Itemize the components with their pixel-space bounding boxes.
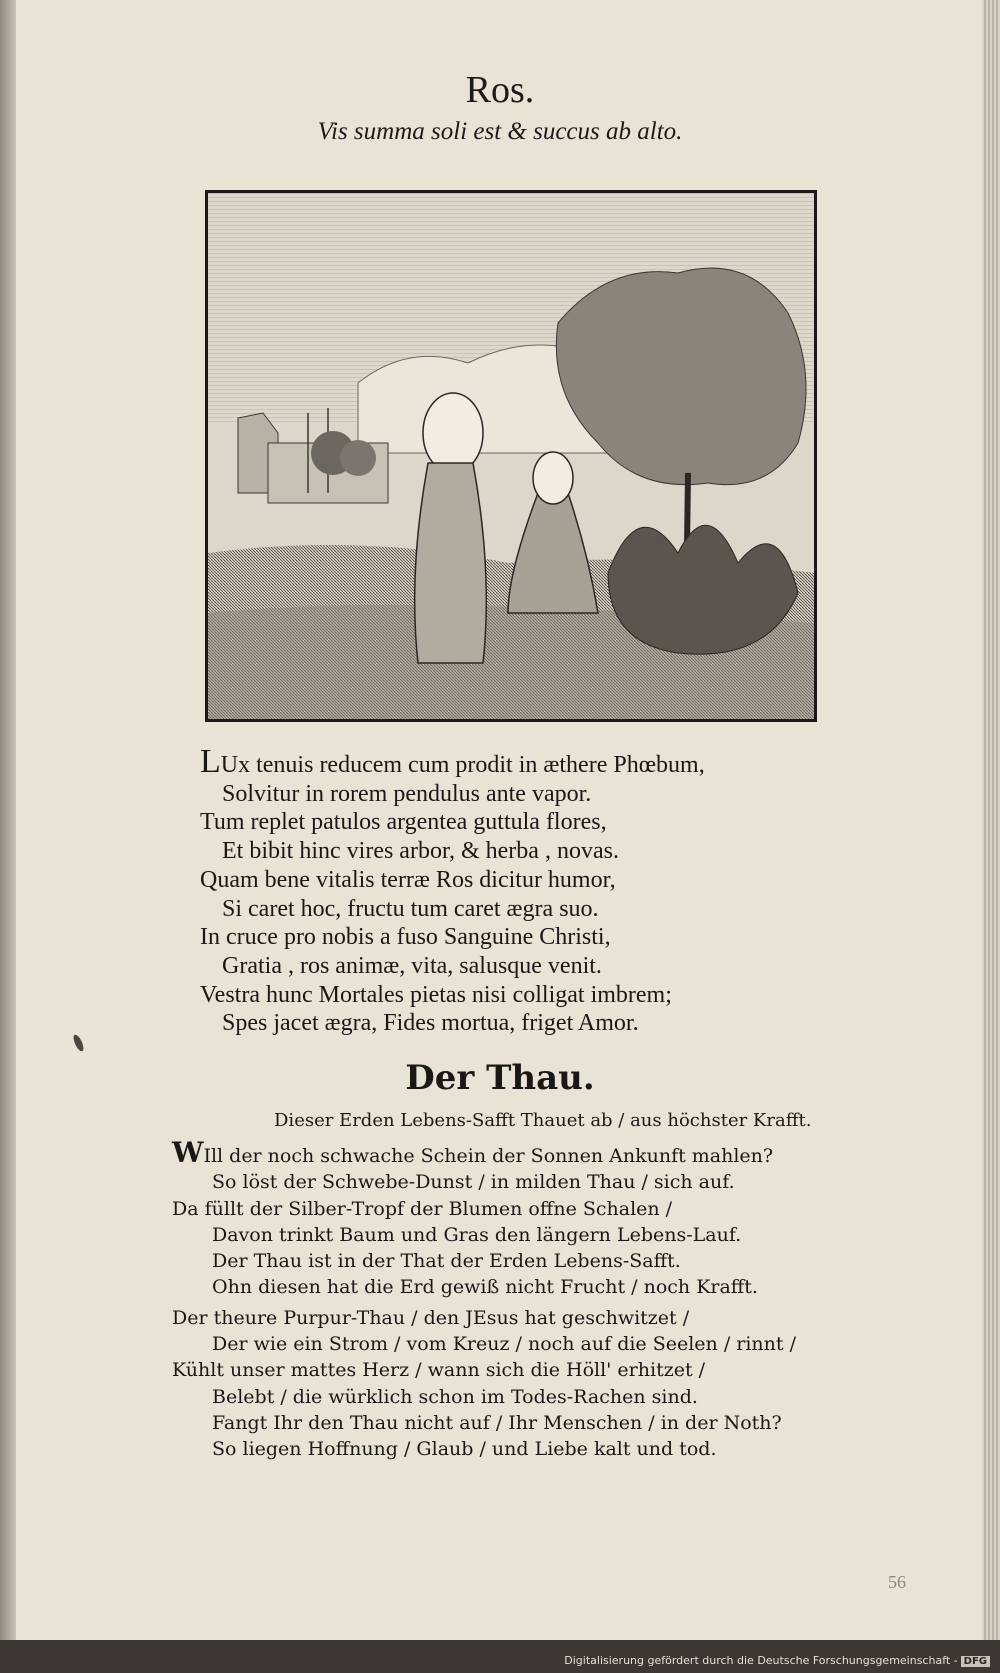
german-line: Davon trinkt Baum und Gras den längern Lebens-Lauf. bbox=[212, 1223, 742, 1246]
german-line: Belebt / die würklich schon im Todes-Rachen sind. bbox=[212, 1385, 698, 1408]
german-line: Da füllt der Silber-Tropf der Blumen offne Schalen / bbox=[172, 1197, 673, 1220]
german-title: Der Thau. bbox=[405, 1058, 595, 1098]
engraving-illustration bbox=[205, 190, 817, 722]
latin-line: LUx tenuis reducem cum prodit in æthere Phœbum, bbox=[200, 743, 705, 780]
latin-line: In cruce pro nobis a fuso Sanguine Christi, bbox=[200, 924, 611, 951]
dfg-logo: DFG bbox=[961, 1656, 990, 1667]
latin-line: Gratia , ros animæ, vita, salusque venit. bbox=[222, 952, 602, 979]
german-subtitle: Dieser Erden Lebens-Safft Thauet ab / aus höchster Krafft. bbox=[274, 1110, 812, 1131]
latin-line: Spes jacet ægra, Fides mortua, friget Amor. bbox=[222, 1010, 639, 1037]
german-line: So löst der Schwebe-Dunst / in milden Thau / sich auf. bbox=[212, 1171, 735, 1194]
latin-line: Tum replet patulos argentea guttula flores, bbox=[200, 809, 607, 836]
page-title: Ros. bbox=[465, 69, 535, 111]
german-line: Der theure Purpur-Thau / den JEsus hat geschwitzet / bbox=[172, 1306, 690, 1329]
latin-line: Solvitur in rorem pendulus ante vapor. bbox=[222, 780, 592, 807]
funding-footer bbox=[564, 1654, 990, 1667]
drop-cap: W bbox=[172, 1136, 204, 1169]
german-line: WIll der noch schwache Schein der Sonnen Ankunft mahlen? bbox=[172, 1136, 774, 1169]
motto: Vis summa soli est & succus ab alto. bbox=[317, 118, 683, 145]
german-line: Der Thau ist in der That der Erden Lebens-Safft. bbox=[212, 1250, 681, 1273]
page-edges bbox=[982, 0, 1000, 1640]
latin-poem bbox=[180, 743, 820, 1038]
german-line: Der wie ein Strom / vom Kreuz / noch auf die Seelen / rinnt / bbox=[212, 1333, 796, 1356]
german-line: Kühlt unser mattes Herz / wann sich die Höll' erhitzet / bbox=[172, 1359, 706, 1382]
german-poem bbox=[172, 1136, 832, 1463]
german-line: Ohn diesen hat die Erd gewiß nicht Frucht / noch Krafft. bbox=[212, 1276, 758, 1299]
book-gutter bbox=[0, 0, 16, 1640]
latin-line: Quam bene vitalis terræ Ros dicitur humor, bbox=[200, 866, 616, 893]
german-line: So liegen Hoffnung / Glaub / und Liebe kalt und tod. bbox=[212, 1438, 717, 1461]
latin-line: Si caret hoc, fructu tum caret ægra suo. bbox=[222, 895, 599, 922]
german-line: Fangt Ihr den Thau nicht auf / Ihr Menschen / in der Noth? bbox=[212, 1411, 782, 1434]
engraving-scene bbox=[208, 193, 814, 719]
drop-cap: L bbox=[200, 743, 221, 780]
latin-line: Et bibit hinc vires arbor, & herba , novas. bbox=[222, 838, 619, 865]
footer-text: Digitalisierung gefördert durch die Deutsche Forschungsgemeinschaft - bbox=[564, 1654, 958, 1667]
page-number: 56 bbox=[888, 1572, 906, 1592]
latin-line: Vestra hunc Mortales pietas nisi colligat imbrem; bbox=[200, 981, 672, 1008]
